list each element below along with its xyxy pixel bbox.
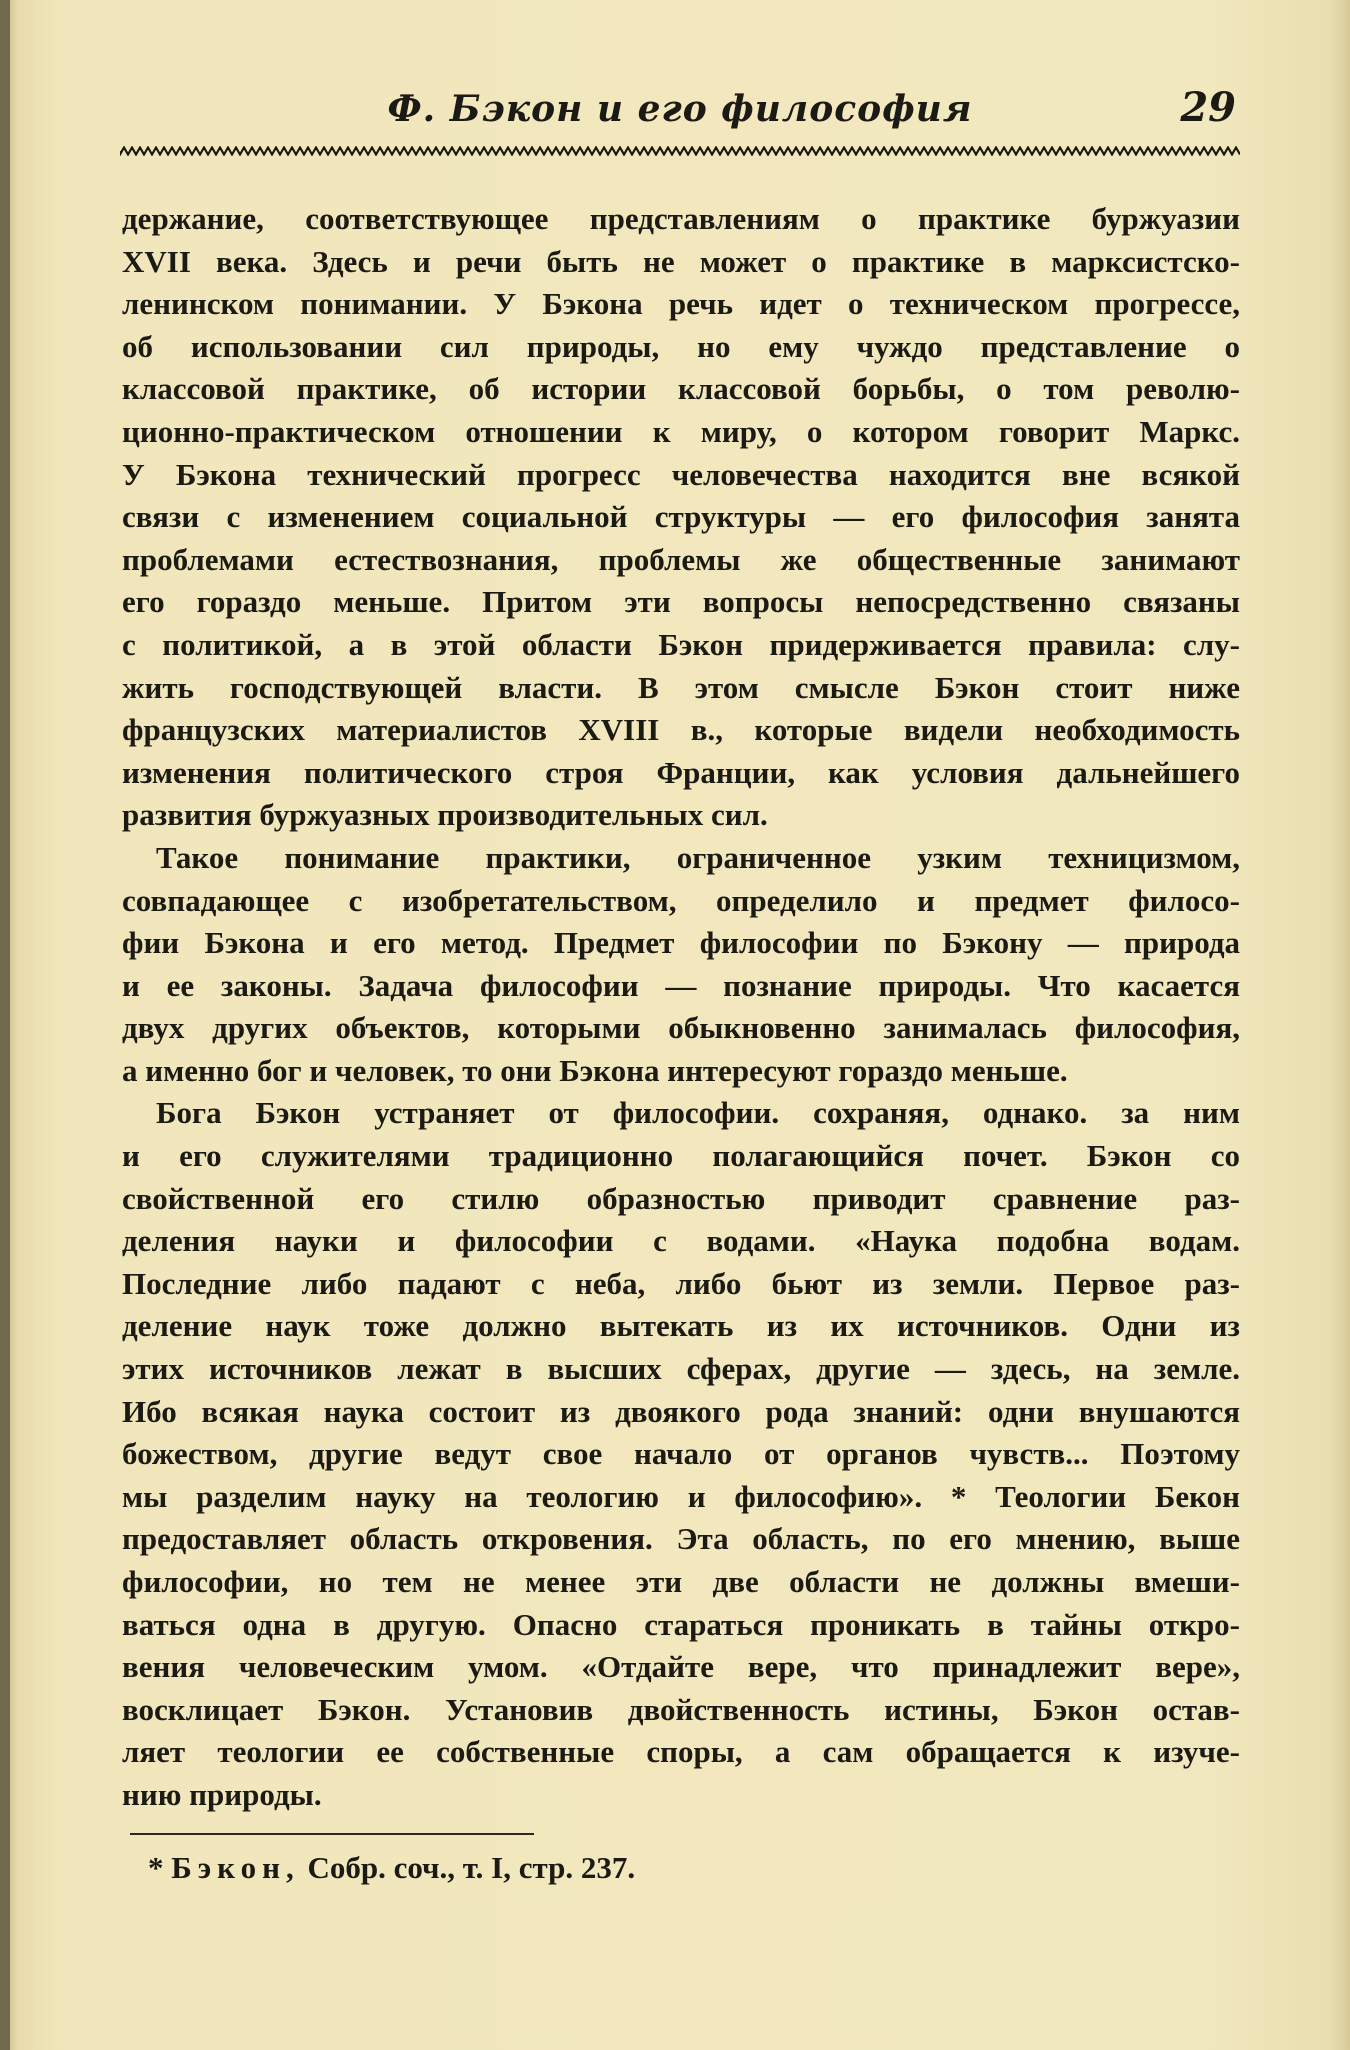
text-line: ляет теологии ее собственные споры, а сам обращается к изуче- [122, 1734, 1240, 1770]
text-line: ленинском понимании. У Бэкона речь идет о техническом прогрессе, [122, 286, 1240, 322]
text-line: XVII века. Здесь и речи быть не может о практике в марксистско- [122, 243, 1240, 279]
text-line: и ее законы. Задача философии — познание природы. Что касается [122, 967, 1240, 1003]
text-line: об использовании сил природы, но ему чуждо представление о [122, 328, 1240, 364]
text-line: этих источников лежат в высших сферах, другие — здесь, на земле. [122, 1351, 1240, 1387]
footnote [148, 1850, 635, 1886]
paragraph-1 [122, 198, 1240, 837]
text-line: французских материалистов XVIII в., которые видели необходимость [122, 712, 1240, 748]
text-line: Бога Бэкон устраняет от философии. сохраняя, однако. за ним [156, 1095, 1240, 1131]
text-line: связи с изменением социальной структуры — его философия занята [122, 499, 1240, 535]
text-line: божеством, другие ведут свое начало от органов чувств... Поэтому [122, 1436, 1240, 1472]
header-ornament-rule [120, 146, 1240, 156]
running-title: Ф. Бэкон и его философия [387, 88, 973, 130]
page-number: 29 [1180, 84, 1236, 131]
footnote-divider [130, 1833, 534, 1835]
footnote-author: Бэкон, [171, 1850, 300, 1885]
footnote-text: Собр. соч., т. I, стр. 237. [307, 1850, 636, 1885]
body-text [122, 198, 1240, 1817]
text-line: восклицает Бэкон. Установив двойственность истины, Бэкон остав- [122, 1691, 1240, 1727]
text-line: вения человеческим умом. «Отдайте вере, что принадлежит вере», [122, 1649, 1240, 1685]
text-line: держание, соответствующее представлениям о практике буржуазии [122, 201, 1240, 236]
text-line: философии, но тем не менее эти две области не должны вмеши- [122, 1564, 1240, 1599]
text-line: Ибо всякая наука состоит из двоякого рода знаний: одни внушаются [122, 1393, 1240, 1429]
text-line: нию природы. [122, 1776, 322, 1812]
text-line: двух других объектов, которыми обыкновенно занималась философия, [122, 1010, 1240, 1046]
text-line: деления науки и философии с водами. «Наука подобна водам. [122, 1223, 1240, 1259]
text-line: У Бэкона технический прогресс человечества находится вне всякой [122, 456, 1240, 492]
text-line: фии Бэкона и его метод. Предмет философии по Бэкону — природа [122, 925, 1240, 961]
text-line: классовой практике, об истории классовой борьбы, о том револю- [122, 371, 1240, 407]
text-line: его гораздо меньше. Притом эти вопросы непосредственно связаны [122, 584, 1240, 620]
text-line: ционно-практическом отношении к миру, о котором говорит Маркс. [122, 413, 1240, 449]
text-line: Последние либо падают с неба, либо бьют из земли. Первое раз- [122, 1265, 1240, 1301]
text-line: свойственной его стилю образностью приводит сравнение раз- [122, 1180, 1240, 1216]
text-line: проблемами естествознания, проблемы же общественные занимают [122, 541, 1240, 577]
footnote-marker: * [148, 1850, 164, 1885]
paragraph-3 [122, 1092, 1240, 1816]
text-line: с политикой, а в этой области Бэкон придерживается правила: слу- [122, 626, 1240, 662]
text-line: и его служителями традиционно полагающийся почет. Бэкон со [122, 1138, 1240, 1174]
text-line: а именно бог и человек, то они Бэкона интересуют гораздо меньше. [122, 1052, 1068, 1088]
text-line: развития буржуазных производительных сил. [122, 797, 768, 833]
page-binding-edge [0, 0, 10, 2050]
text-line: мы разделим науку на теологию и философию». * Теологии Бекон [122, 1478, 1240, 1514]
text-line: совпадающее с изобретательством, определило и предмет филосо- [122, 882, 1240, 918]
paragraph-2 [122, 837, 1240, 1093]
text-line: Такое понимание практики, ограниченное узким техницизмом, [156, 839, 1240, 875]
text-line: деление наук тоже должно вытекать из их источников. Одни из [122, 1308, 1240, 1344]
text-line: жить господствующей власти. В этом смысле Бэкон стоит ниже [122, 669, 1240, 705]
text-line: ваться одна в другую. Опасно стараться проникать в тайны откро- [122, 1606, 1240, 1642]
text-line: предоставляет область откровения. Эта область, по его мнению, выше [122, 1521, 1240, 1557]
text-line: изменения политического строя Франции, как условия дальнейшего [122, 754, 1240, 790]
running-header [120, 80, 1240, 140]
